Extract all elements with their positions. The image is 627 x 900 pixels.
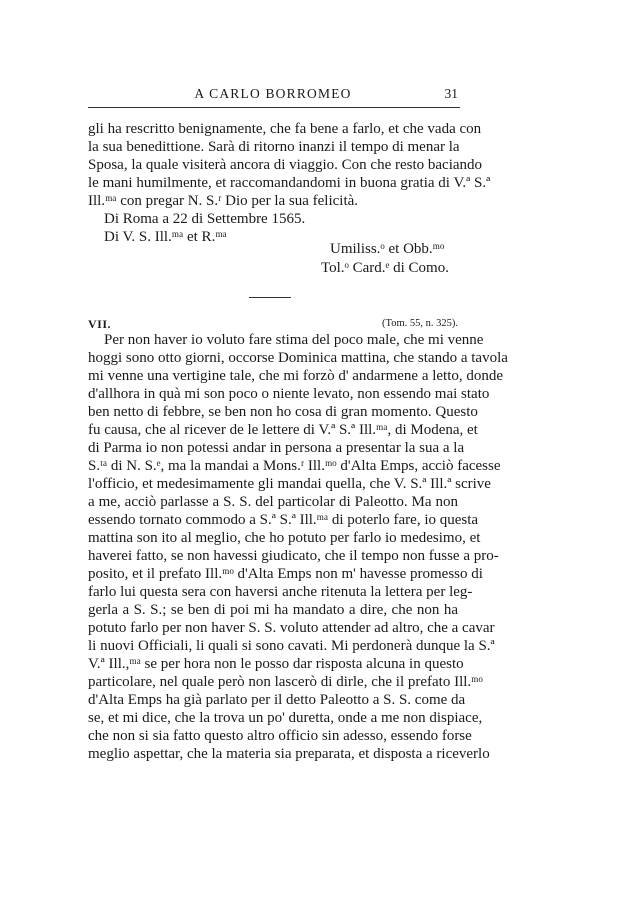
header-rule bbox=[88, 107, 460, 108]
text-line: S.ᵗᵃ di N. S.ᵉ, ma la mandai a Mons.ʳ Ill.ᵐᵒ d'Alta Emps, acciò facesse bbox=[88, 458, 501, 474]
signature: Tol.ᵒ Card.ᵉ di Como. bbox=[321, 260, 449, 276]
text-line: posito, et il prefato Ill.ᵐᵒ d'Alta Emps non m' havesse promesso di bbox=[88, 566, 483, 582]
text-line: V.ª Ill.,ᵐᵃ se per hora non le posso dar risposta alcuna in questo bbox=[88, 656, 464, 672]
text-line: d'allhora in quà mi son poco o niente levato, non essendo mai stato bbox=[88, 386, 490, 402]
text-line: mattina son ito al meglio, che ho potuto per farlo io medesimo, et bbox=[88, 530, 481, 546]
letter-number: VII. bbox=[88, 317, 112, 331]
running-title: A CARLO BORROMEO bbox=[194, 86, 352, 101]
text-line: meglio aspettar, che la materia sia preparata, et disposta a riceverlo bbox=[88, 746, 490, 762]
text-line: Per non haver io voluto fare stima del poco male, che mi venne bbox=[104, 332, 484, 348]
text-line: gli ha rescritto benignamente, che fa bene a farlo, et che vada con bbox=[88, 121, 482, 137]
text-line: se, et mi dice, che la trova un po' duretta, onde a me non dispiace, bbox=[88, 710, 483, 726]
text-line: la sua benedittione. Sarà di ritorno inanzi il tempo di menar la bbox=[88, 139, 460, 155]
text-line: potuto farlo per non haver S. S. voluto attender ad altro, che a cavar bbox=[88, 620, 495, 636]
text-line: l'officio, et medesimamente gli mandai quella, che V. S.ª Ill.ª scrive bbox=[88, 476, 491, 492]
text-line: farlo lui questa sera con haversi anche ritenuta la lettera per leg- bbox=[88, 584, 473, 600]
running-head bbox=[88, 86, 458, 106]
text-line: fu causa, che al ricever de le lettere di V.ª S.ª Ill.ᵐᵃ, di Modena, et bbox=[88, 422, 478, 438]
text-line: gerla a S. S.; se ben di poi mi ha mandato a dire, che non ha bbox=[88, 602, 458, 618]
address-line: Di V. S. Ill.ᵐᵃ et R.ᵐᵃ bbox=[104, 229, 227, 245]
section-divider bbox=[249, 297, 291, 298]
text-line: di Parma io non potessi andar in persona a presentar la sua a la bbox=[88, 440, 465, 456]
text-line: Sposa, la quale visiterà ancora di viaggio. Con che resto baciando bbox=[88, 157, 483, 173]
page-number: 31 bbox=[444, 86, 458, 101]
text-line: essendo tornato commodo a S.ª S.ª Ill.ᵐᵃ di poterlo fare, io questa bbox=[88, 512, 479, 528]
text-line: le mani humilmente, et raccomandandomi in buona gratia di V.ª S.ª bbox=[88, 175, 491, 191]
text-line: particolare, nel quale però non lascerò di dirle, che il prefato Ill.ᵐᵒ bbox=[88, 674, 483, 690]
source-reference: (Tom. 55, n. 325). bbox=[382, 318, 458, 329]
text-line: d'Alta Emps ha già parlato per il detto Paleotto a S. S. come da bbox=[88, 692, 466, 708]
closing-formula: Umiliss.ᵒ et Obb.ᵐᵒ bbox=[330, 241, 445, 257]
text-line: hoggi sono otto giorni, occorse Dominica mattina, che stando a tavola bbox=[88, 350, 508, 366]
text-line: a me, acciò parlasse a S. S. del particolar di Paleotto. Ma non bbox=[88, 494, 458, 510]
text-line: haverei fatto, se non havessi giudicato, che il tempo non fusse a pro- bbox=[88, 548, 499, 564]
text-line: mi venne una vertigine tale, che mi forzò d' andarmene a letto, donde bbox=[88, 368, 504, 384]
text-line: li nuovi Officiali, li quali si sono cavati. Mi perdonerà dunque la S.ª bbox=[88, 638, 495, 654]
text-line: che non si sia fatto questo altro officio sin adesso, essendo forse bbox=[88, 728, 472, 744]
dateline: Di Roma a 22 di Settembre 1565. bbox=[104, 211, 306, 227]
text-line: Ill.ᵐᵃ con pregar N. S.ʳ Dio per la sua felicità. bbox=[88, 193, 359, 209]
text-line: ben netto di febbre, se ben non ho cosa di gran momento. Questo bbox=[88, 404, 478, 420]
